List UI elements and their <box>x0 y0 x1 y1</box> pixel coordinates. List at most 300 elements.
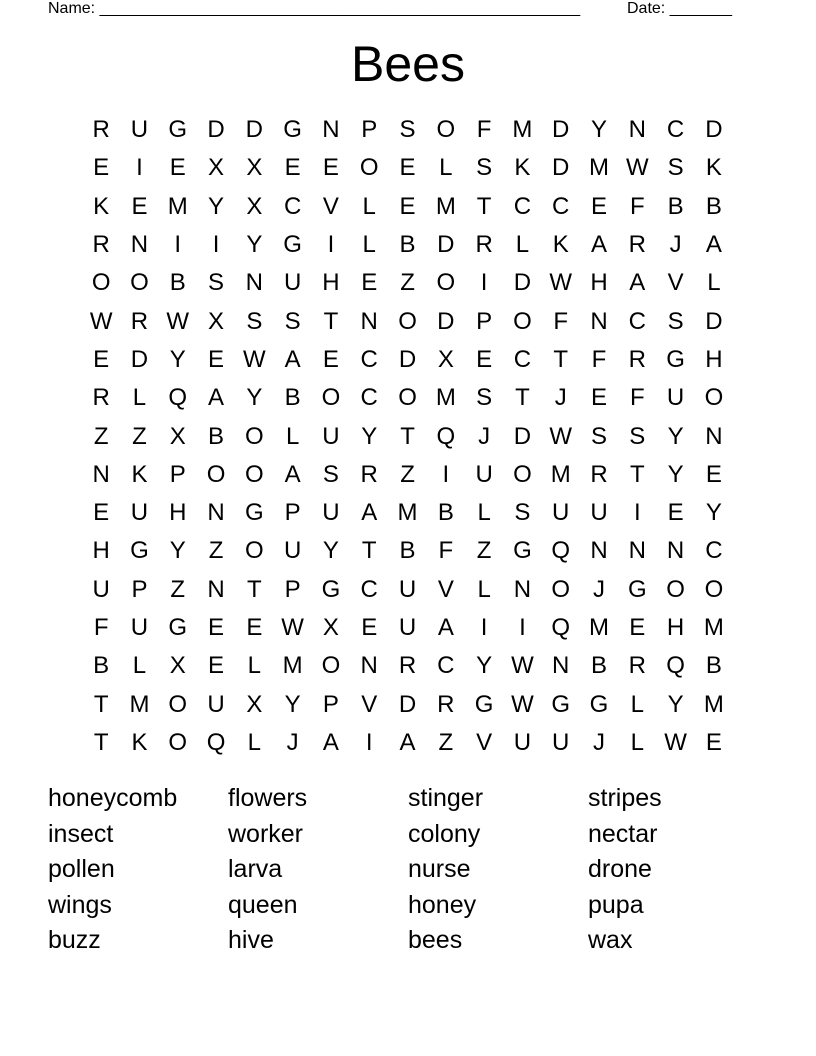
grid-letter: P <box>131 575 148 603</box>
grid-letter: A <box>322 728 339 756</box>
grid-letter: K <box>131 460 148 488</box>
grid-letter: M <box>589 614 609 641</box>
grid-letter: U <box>92 575 110 603</box>
grid-letter: C <box>628 307 646 335</box>
grid-letter: E <box>208 345 225 373</box>
word-list-item: honey <box>408 890 477 919</box>
grid-letter: K <box>705 154 722 182</box>
name-field-label: Name: ______________________________________________________ <box>48 0 581 17</box>
word-list-item: queen <box>228 890 298 919</box>
grid-letter: E <box>208 614 225 641</box>
grid-letter: X <box>437 345 454 373</box>
grid-letter: C <box>513 345 532 373</box>
grid-letter: U <box>552 499 570 527</box>
grid-letter: E <box>131 192 148 220</box>
grid-letter: O <box>398 384 417 412</box>
grid-letter: O <box>359 154 379 182</box>
grid-letter: D <box>398 690 417 718</box>
grid-letter: Q <box>206 728 226 756</box>
grid-letter: N <box>360 652 378 680</box>
grid-letter: C <box>666 116 685 144</box>
grid-letter: W <box>281 614 304 641</box>
grid-letter: O <box>245 537 264 565</box>
grid-letter: M <box>703 614 724 641</box>
grid-letter: J <box>478 422 491 450</box>
grid-letter: N <box>130 231 149 259</box>
grid-letter: H <box>322 269 340 297</box>
grid-letter: T <box>553 345 569 373</box>
grid-letter: O <box>321 652 341 680</box>
grid-letter: D <box>398 345 417 373</box>
date-field-label: Date: _______ <box>627 0 732 17</box>
grid-letter: B <box>169 269 186 297</box>
grid-letter: N <box>322 116 340 144</box>
grid-letter: U <box>283 537 302 565</box>
grid-letter: A <box>629 269 646 297</box>
grid-letter: N <box>552 652 570 680</box>
grid-letter: Z <box>170 575 186 603</box>
grid-letter: S <box>208 269 225 297</box>
grid-letter: N <box>245 269 263 297</box>
grid-letter: F <box>476 116 492 144</box>
grid-letter: S <box>476 154 493 182</box>
grid-letter: Q <box>551 614 571 641</box>
grid-letter: G <box>168 614 188 641</box>
grid-letter: N <box>628 116 646 144</box>
grid-letter: S <box>399 116 416 144</box>
grid-letter: L <box>630 728 644 756</box>
grid-letter: R <box>628 231 646 259</box>
word-list-item: stripes <box>588 784 662 812</box>
grid-letter: F <box>553 307 569 335</box>
grid-letter: W <box>549 422 573 450</box>
grid-letter: O <box>245 422 264 450</box>
grid-letter: E <box>361 269 378 297</box>
grid-letter: I <box>327 231 335 259</box>
grid-letter: U <box>130 499 149 527</box>
grid-letter: F <box>93 614 109 641</box>
grid-letter: G <box>245 499 264 527</box>
grid-letter: K <box>131 728 148 756</box>
grid-letter: Y <box>169 537 186 565</box>
grid-letter: K <box>93 192 110 220</box>
grid-letter: B <box>591 652 608 680</box>
grid-letter: O <box>398 307 417 335</box>
grid-letter: X <box>169 422 186 450</box>
grid-letter: J <box>593 728 605 756</box>
grid-letter: C <box>360 575 378 603</box>
grid-letter: A <box>399 728 416 756</box>
grid-letter: G <box>551 690 571 718</box>
grid-letter: P <box>322 690 339 718</box>
grid-letter: C <box>552 192 570 220</box>
word-list-item: worker <box>228 819 304 848</box>
word-list-item: honeycomb <box>48 784 178 812</box>
grid-letter: U <box>322 499 340 527</box>
grid-letter: O <box>704 384 724 412</box>
grid-letter: N <box>207 575 225 603</box>
grid-letter: V <box>437 575 454 603</box>
grid-letter: N <box>207 499 225 527</box>
grid-letter: W <box>664 728 687 756</box>
grid-letter: T <box>361 537 377 565</box>
grid-letter: L <box>477 499 491 527</box>
grid-letter: L <box>362 231 376 259</box>
grid-letter: A <box>437 614 454 641</box>
grid-letter: L <box>707 269 721 297</box>
word-list-item: pupa <box>588 890 644 919</box>
grid-letter: N <box>513 575 532 603</box>
grid-letter: S <box>591 422 608 450</box>
grid-letter: U <box>552 728 570 756</box>
grid-letter: O <box>551 575 571 603</box>
grid-letter: X <box>246 690 263 718</box>
grid-letter: L <box>285 422 300 450</box>
grid-letter: F <box>629 192 645 220</box>
grid-letter: C <box>437 652 455 680</box>
grid-letter: F <box>629 384 645 412</box>
grid-letter: L <box>132 384 147 412</box>
grid-letter: E <box>93 345 110 373</box>
grid-letter: T <box>515 384 530 412</box>
grid-letter: S <box>514 499 531 527</box>
grid-letter: D <box>552 154 570 182</box>
grid-letter: H <box>705 345 723 373</box>
grid-letter: G <box>627 575 647 603</box>
grid-letter: C <box>360 345 378 373</box>
grid-letter: I <box>480 269 488 297</box>
grid-letter: N <box>590 537 608 565</box>
grid-letter: L <box>439 154 453 182</box>
grid-letter: G <box>513 537 532 565</box>
grid-letter: S <box>667 154 684 182</box>
grid-letter: U <box>130 614 149 641</box>
grid-letter: X <box>246 192 263 220</box>
grid-letter: U <box>475 460 493 488</box>
grid-letter: S <box>284 307 301 335</box>
grid-letter: R <box>628 652 646 680</box>
grid-letter: M <box>589 154 609 182</box>
grid-letter: R <box>92 116 110 144</box>
grid-letter: Y <box>705 499 722 527</box>
grid-letter: U <box>322 422 340 450</box>
grid-letter: Y <box>322 537 339 565</box>
grid-letter: D <box>705 116 723 144</box>
grid-letter: Q <box>168 384 188 412</box>
grid-letter: Q <box>666 652 685 680</box>
grid-letter: E <box>476 345 493 373</box>
grid-letter: O <box>206 460 226 488</box>
puzzle-title: Bees <box>351 36 465 92</box>
letter-grid <box>82 111 733 762</box>
word-list-item: hive <box>228 926 274 955</box>
grid-letter: O <box>666 575 685 603</box>
grid-letter: M <box>550 460 571 488</box>
grid-letter: Y <box>361 422 378 450</box>
grid-letter: L <box>247 728 262 756</box>
grid-letter: L <box>132 652 147 680</box>
grid-letter: W <box>511 690 534 718</box>
grid-letter: M <box>167 192 188 220</box>
grid-letter: V <box>476 728 493 756</box>
grid-letter: U <box>398 614 417 641</box>
grid-letter: G <box>283 116 302 144</box>
grid-letter: T <box>400 422 415 450</box>
grid-letter: O <box>168 690 188 718</box>
grid-letter: W <box>549 269 573 297</box>
grid-letter: Y <box>284 690 301 718</box>
grid-letter: X <box>246 154 263 182</box>
word-list-item: insect <box>48 819 114 848</box>
word-list-item: pollen <box>48 855 115 884</box>
grid-letter: C <box>705 537 723 565</box>
grid-letter: G <box>474 690 494 718</box>
grid-letter: H <box>92 537 110 565</box>
grid-letter: Y <box>208 192 225 220</box>
grid-letter: Z <box>438 728 454 756</box>
grid-letter: O <box>513 460 532 488</box>
grid-letter: C <box>360 384 378 412</box>
grid-letter: X <box>208 307 225 335</box>
grid-letter: A <box>591 231 608 259</box>
grid-letter: G <box>666 345 685 373</box>
word-list-item: stinger <box>408 784 484 812</box>
grid-letter: R <box>590 460 608 488</box>
grid-letter: J <box>554 384 567 412</box>
grid-letter: N <box>666 537 685 565</box>
grid-letter: Y <box>169 345 186 373</box>
grid-letter: T <box>247 575 262 603</box>
grid-letter: B <box>93 652 110 680</box>
grid-letter: C <box>283 192 302 220</box>
grid-letter: X <box>322 614 339 641</box>
grid-letter: M <box>435 192 456 220</box>
grid-letter: R <box>130 307 149 335</box>
grid-letter: D <box>552 116 570 144</box>
grid-letter: A <box>284 345 301 373</box>
grid-letter: J <box>286 728 299 756</box>
grid-letter: P <box>476 307 493 335</box>
grid-letter: N <box>628 537 646 565</box>
grid-letter: S <box>476 384 493 412</box>
grid-letter: Y <box>591 116 608 144</box>
word-list-item: wax <box>588 926 633 955</box>
grid-letter: F <box>438 537 454 565</box>
grid-letter: Y <box>667 690 684 718</box>
grid-letter: E <box>93 499 110 527</box>
grid-letter: D <box>437 307 455 335</box>
grid-letter: I <box>136 154 143 182</box>
grid-letter: E <box>591 192 608 220</box>
grid-letter: H <box>590 269 608 297</box>
grid-letter: F <box>591 345 607 373</box>
grid-letter: L <box>247 652 262 680</box>
grid-letter: G <box>589 690 609 718</box>
grid-letter: O <box>436 269 456 297</box>
grid-letter: U <box>590 499 608 527</box>
grid-letter: N <box>590 307 608 335</box>
grid-letter: R <box>92 231 110 259</box>
grid-letter: D <box>513 269 532 297</box>
grid-letter: N <box>92 460 110 488</box>
grid-letter: P <box>169 460 186 488</box>
grid-letter: R <box>398 652 417 680</box>
grid-letter: A <box>705 231 722 259</box>
grid-letter: E <box>246 614 263 641</box>
grid-letter: T <box>93 690 109 718</box>
grid-letter: Y <box>246 231 263 259</box>
grid-letter: T <box>93 728 109 756</box>
word-list-item: larva <box>228 855 283 884</box>
grid-letter: I <box>633 499 641 527</box>
grid-letter: B <box>705 652 722 680</box>
grid-letter: B <box>705 192 722 220</box>
grid-letter: I <box>174 231 182 259</box>
grid-letter: R <box>437 690 455 718</box>
grid-letter: V <box>361 690 378 718</box>
grid-letter: I <box>365 728 373 756</box>
grid-letter: V <box>322 192 339 220</box>
grid-letter: M <box>703 690 724 718</box>
grid-letter: H <box>169 499 187 527</box>
grid-letter: U <box>513 728 532 756</box>
grid-letter: G <box>168 116 188 144</box>
grid-letter: Q <box>436 422 456 450</box>
grid-letter: B <box>667 192 684 220</box>
grid-letter: E <box>322 154 339 182</box>
grid-letter: E <box>705 460 722 488</box>
grid-letter: L <box>477 575 491 603</box>
grid-letter: B <box>208 422 225 450</box>
grid-letter: E <box>361 614 378 641</box>
grid-letter: R <box>360 460 378 488</box>
grid-letter: V <box>667 269 684 297</box>
grid-letter: O <box>245 460 264 488</box>
grid-letter: Y <box>667 460 684 488</box>
grid-letter: R <box>628 345 646 373</box>
grid-letter: E <box>629 614 646 641</box>
grid-letter: Z <box>132 422 147 450</box>
grid-letter: K <box>552 231 569 259</box>
grid-letter: E <box>399 192 416 220</box>
grid-letter: M <box>129 690 150 718</box>
grid-letter: I <box>480 614 488 641</box>
grid-letter: E <box>591 384 608 412</box>
word-list-item: nurse <box>408 855 471 884</box>
word-list-item: wings <box>48 890 112 919</box>
grid-letter: P <box>361 116 378 144</box>
grid-letter: Y <box>246 384 263 412</box>
grid-letter: Z <box>93 422 109 450</box>
grid-letter: O <box>91 269 111 297</box>
grid-letter: D <box>705 307 723 335</box>
grid-letter: K <box>514 154 531 182</box>
grid-letter: Y <box>476 652 493 680</box>
grid-letter: Y <box>667 422 684 450</box>
grid-letter: S <box>629 422 646 450</box>
grid-letter: M <box>282 652 303 680</box>
grid-letter: N <box>705 422 723 450</box>
grid-letter: O <box>704 575 724 603</box>
grid-letter: U <box>283 269 302 297</box>
grid-letter: S <box>322 460 339 488</box>
grid-letter: B <box>399 537 416 565</box>
grid-letter: I <box>519 614 526 641</box>
grid-letter: W <box>243 345 266 373</box>
grid-letter: Z <box>476 537 492 565</box>
grid-letter: D <box>245 116 263 144</box>
grid-letter: Z <box>400 269 415 297</box>
grid-letter: J <box>593 575 605 603</box>
grid-letter: L <box>362 192 376 220</box>
grid-letter: L <box>515 231 530 259</box>
word-list-item: buzz <box>48 926 101 955</box>
grid-letter: P <box>284 575 301 603</box>
grid-letter: P <box>284 499 301 527</box>
grid-letter: M <box>512 116 533 144</box>
grid-letter: W <box>166 307 190 335</box>
grid-letter: X <box>208 154 225 182</box>
grid-letter: E <box>169 154 186 182</box>
grid-letter: A <box>284 460 301 488</box>
grid-letter: G <box>130 537 149 565</box>
grid-letter: A <box>361 499 378 527</box>
grid-letter: O <box>321 384 341 412</box>
grid-letter: T <box>323 307 339 335</box>
grid-letter: I <box>212 231 220 259</box>
grid-letter: U <box>207 690 225 718</box>
grid-letter: O <box>513 307 532 335</box>
grid-letter: W <box>625 154 649 182</box>
grid-letter: U <box>130 116 149 144</box>
grid-letter: R <box>475 231 493 259</box>
word-list-item: nectar <box>588 819 658 848</box>
grid-letter: D <box>513 422 532 450</box>
grid-letter: W <box>89 307 113 335</box>
grid-letter: C <box>513 192 532 220</box>
grid-letter: B <box>399 231 416 259</box>
word-list-item: bees <box>408 926 463 955</box>
grid-letter: O <box>436 116 456 144</box>
grid-letter: M <box>435 384 456 412</box>
grid-letter: S <box>667 307 684 335</box>
grid-letter: S <box>246 307 263 335</box>
grid-letter: Z <box>208 537 224 565</box>
grid-letter: J <box>669 231 682 259</box>
grid-letter: D <box>207 116 225 144</box>
grid-letter: X <box>169 652 186 680</box>
grid-letter: W <box>511 652 534 680</box>
grid-letter: A <box>208 384 225 412</box>
grid-letter: T <box>629 460 645 488</box>
grid-letter: G <box>283 231 302 259</box>
grid-letter: E <box>705 728 722 756</box>
grid-letter: O <box>130 269 149 297</box>
grid-letter: D <box>130 345 149 373</box>
grid-letter: E <box>93 154 110 182</box>
grid-letter: E <box>322 345 339 373</box>
grid-letter: T <box>476 192 492 220</box>
grid-letter: Q <box>551 537 571 565</box>
grid-letter: G <box>321 575 341 603</box>
word-list-item: colony <box>408 819 481 848</box>
grid-letter: B <box>437 499 454 527</box>
word-list <box>48 781 768 959</box>
grid-letter: E <box>667 499 684 527</box>
grid-letter: I <box>442 460 450 488</box>
grid-letter: N <box>360 307 378 335</box>
grid-letter: E <box>208 652 225 680</box>
